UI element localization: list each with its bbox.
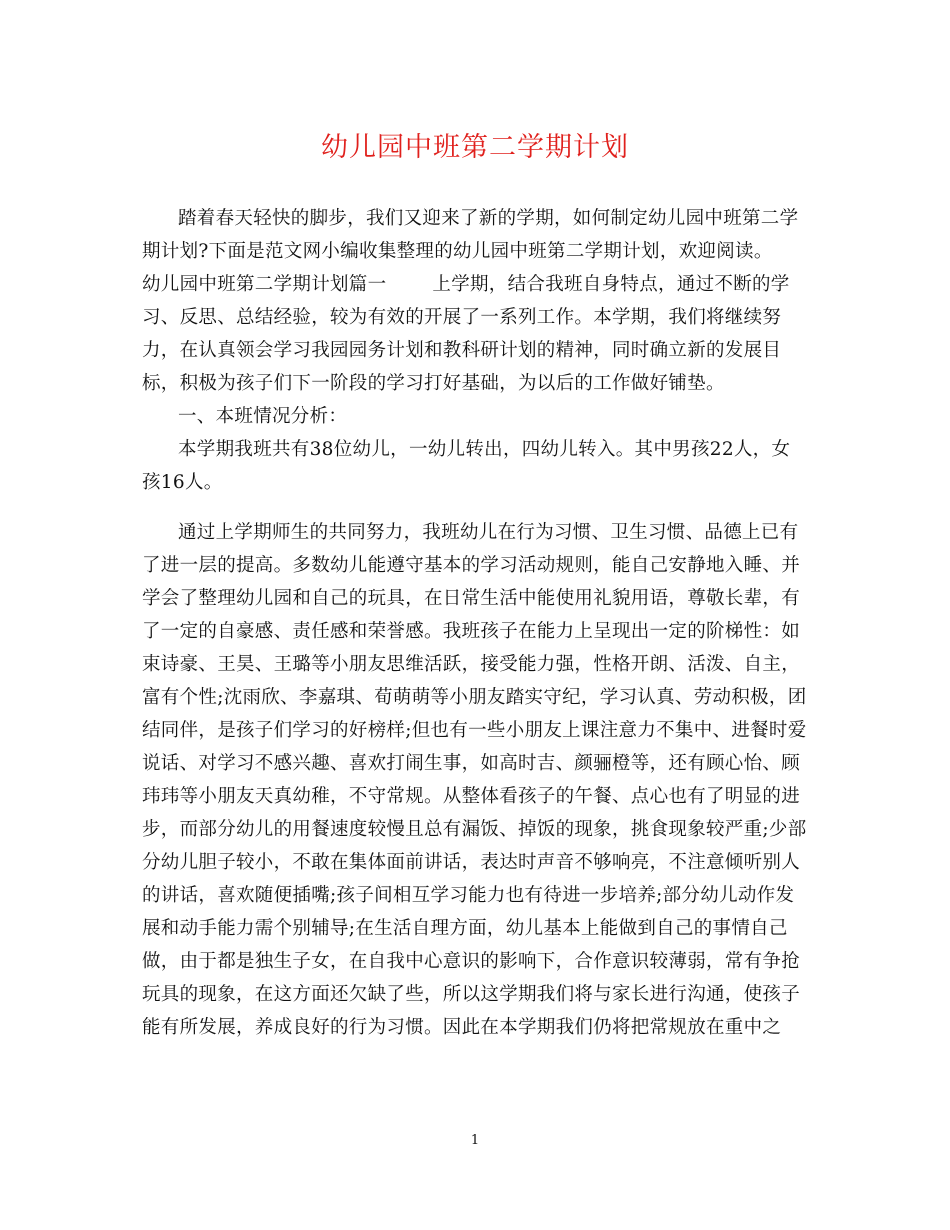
section-heading: 幼儿园中班第二学期计划篇一: [142, 274, 387, 295]
page-number: 1: [470, 1133, 480, 1148]
body-line: 做，由于都是独生子女，在自我中心意识的影响下，合作意识较薄弱，常有争抢: [142, 951, 801, 972]
body-line: 展和动手能力需个别辅导;在生活自理方面，幼儿基本上能做到自己的事情自己: [142, 918, 788, 939]
body-line: 习、反思、总结经验，较为有效的开展了一系列工作。本学期，我们将继续努: [142, 307, 782, 328]
section-heading: 一、本班情况分析：: [178, 406, 348, 427]
body-line: 了一定的自豪感、责任感和荣誉感。我班孩子在能力上呈现出一定的阶梯性：如: [142, 621, 801, 642]
body-line: 说话、对学习不感兴趣、喜欢打闹生事，如高时吉、颜骊橙等，还有顾心怡、顾: [142, 753, 801, 774]
body-line: 的讲话，喜欢随便插嘴;孩子间相互学习能力也有待进一步培养;部分幼儿动作发: [142, 885, 795, 906]
body-line: 标，积极为孩子们下一阶段的学习打好基础，为以后的工作做好铺垫。: [142, 373, 725, 394]
body-line: 分幼儿胆子较小，不敢在集体面前讲话，表达时声音不够响亮，不注意倾听别人: [142, 852, 801, 873]
body-line: 通过上学期师生的共同努力，我班幼儿在行为习惯、卫生习惯、品德上已有: [178, 522, 799, 543]
body-line: 能有所发展，养成良好的行为习惯。因此在本学期我们仍将把常规放在重中之: [142, 1017, 782, 1038]
body-line: 踏着春天轻快的脚步，我们又迎来了新的学期，如何制定幼儿园中班第二学: [178, 208, 799, 229]
body-line: 玩具的现象，在这方面还欠缺了些，所以这学期我们将与家长进行沟通，使孩子: [142, 984, 801, 1005]
body-line: 期计划?下面是范文网小编收集整理的幼儿园中班第二学期计划，欢迎阅读。: [142, 241, 773, 262]
body-line: [142, 270, 822, 300]
body-line: 步，而部分幼儿的用餐速度较慢且总有漏饭、掉饭的现象，挑食现象较严重;少部: [142, 819, 807, 840]
body-line: 孩16人。: [142, 472, 223, 493]
body-line: 力，在认真领会学习我园园务计划和教科研计划的精神，同时确立新的发展目: [142, 340, 782, 361]
body-line: 富有个性;沈雨欣、李嘉琪、荀萌萌等小朋友踏实守纪，学习认真、劳动积极，团: [142, 687, 807, 708]
body-line: 学会了整理幼儿园和自己的玩具，在日常生活中能使用礼貌用语，尊敬长辈，有: [142, 588, 801, 609]
document-title: 幼儿园中班第二学期计划: [321, 132, 629, 163]
body-line: 了进一层的提高。多数幼儿能遵守基本的学习活动规则，能自己安静地入睡、并: [142, 555, 801, 576]
body-line: 结同伴，是孩子们学习的好榜样;但也有一些小朋友上课注意力不集中、进餐时爱: [142, 720, 807, 741]
body-line: 束诗豪、王昊、王璐等小朋友思维活跃，接受能力强，性格开朗、活泼、自主，: [142, 654, 801, 675]
body-line: 玮玮等小朋友天真幼稚，不守常规。从整体看孩子的午餐、点心也有了明显的进: [142, 786, 801, 807]
body-line: 本学期我班共有38位幼儿，一幼儿转出，四幼儿转入。其中男孩22人，女: [178, 439, 791, 460]
body-text: 上学期，结合我班自身特点，通过不断的学: [432, 274, 790, 295]
